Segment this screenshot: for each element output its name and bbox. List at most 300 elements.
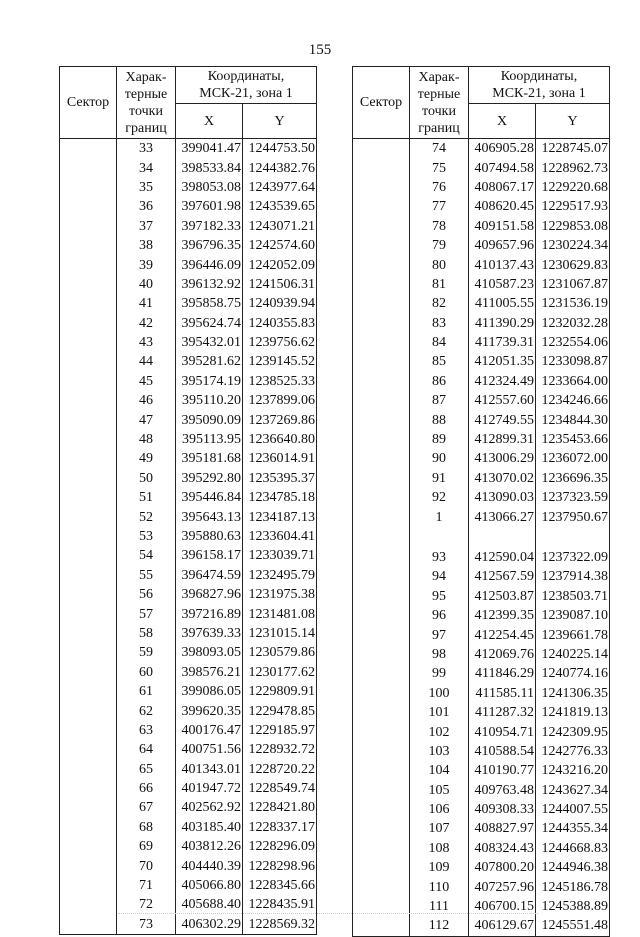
table-row <box>353 275 610 294</box>
table-row <box>353 567 610 586</box>
sector-cell <box>353 197 410 216</box>
point-cell: 34 <box>117 158 176 177</box>
table-row <box>60 139 317 159</box>
x-cell: 410137.43 <box>469 255 536 274</box>
table-row <box>60 798 317 817</box>
point-cell: 74 <box>410 139 469 159</box>
table-row <box>353 158 610 177</box>
x-cell: 412557.60 <box>469 391 536 410</box>
sector-cell <box>60 372 117 391</box>
y-cell: 1234187.13 <box>243 507 317 526</box>
table-row <box>60 507 317 526</box>
y-cell: 1244382.76 <box>243 158 317 177</box>
header-points <box>410 67 469 139</box>
x-cell: 398053.08 <box>176 178 243 197</box>
x-cell: 397216.89 <box>176 604 243 623</box>
table-row <box>60 856 317 875</box>
header-sector: Сектор <box>60 67 117 139</box>
y-cell: 1229220.68 <box>536 178 610 197</box>
y-cell: 1241819.13 <box>536 703 610 722</box>
x-cell: 398576.21 <box>176 663 243 682</box>
x-cell: 412567.59 <box>469 567 536 586</box>
point-cell: 81 <box>410 275 469 294</box>
sector-cell <box>60 197 117 216</box>
point-cell: 76 <box>410 178 469 197</box>
table-row <box>60 410 317 429</box>
x-cell: 412899.31 <box>469 430 536 449</box>
point-cell: 1 <box>410 507 469 526</box>
point-cell: 91 <box>410 469 469 488</box>
header-points-line2: терные <box>124 86 168 102</box>
sector-cell <box>60 449 117 468</box>
y-cell: 1245388.89 <box>536 897 610 916</box>
sector-cell <box>60 566 117 585</box>
x-cell: 396474.59 <box>176 566 243 585</box>
y-cell: 1237269.86 <box>243 410 317 429</box>
y-cell: 1229853.08 <box>536 217 610 236</box>
sector-cell <box>60 779 117 798</box>
table-row <box>353 372 610 391</box>
header-sector: Сектор <box>353 67 410 139</box>
table-row <box>60 604 317 623</box>
point-cell: 67 <box>117 798 176 817</box>
sector-cell <box>60 488 117 507</box>
x-cell: 397601.98 <box>176 197 243 216</box>
point-cell: 68 <box>117 818 176 837</box>
point-cell: 79 <box>410 236 469 255</box>
sector-cell <box>353 410 410 429</box>
y-cell <box>536 527 610 548</box>
point-cell: 43 <box>117 333 176 352</box>
table-row <box>60 255 317 274</box>
point-cell: 112 <box>410 916 469 936</box>
point-cell: 78 <box>410 217 469 236</box>
y-cell: 1241506.31 <box>243 275 317 294</box>
y-cell: 1229185.97 <box>243 721 317 740</box>
sector-cell <box>353 877 410 896</box>
table-row <box>353 664 610 683</box>
sector-cell <box>60 895 117 914</box>
x-cell: 395281.62 <box>176 352 243 371</box>
table-row <box>60 760 317 779</box>
point-cell: 98 <box>410 645 469 664</box>
table-row <box>353 527 610 548</box>
y-cell: 1231067.87 <box>536 275 610 294</box>
point-cell: 101 <box>410 703 469 722</box>
x-cell: 402562.92 <box>176 798 243 817</box>
header-x: X <box>176 104 243 139</box>
point-cell: 39 <box>117 255 176 274</box>
table-row <box>353 800 610 819</box>
point-cell: 86 <box>410 372 469 391</box>
sector-cell <box>60 837 117 856</box>
x-cell: 405688.40 <box>176 895 243 914</box>
x-cell: 409657.96 <box>469 236 536 255</box>
table-row <box>353 722 610 741</box>
x-cell: 399620.35 <box>176 701 243 720</box>
x-cell: 412503.87 <box>469 587 536 606</box>
header-coords-line2: МСК-21, зона 1 <box>199 86 293 101</box>
point-cell: 59 <box>117 643 176 662</box>
table-row <box>353 742 610 761</box>
point-cell: 90 <box>410 449 469 468</box>
sector-cell <box>60 275 117 294</box>
sector-cell <box>60 178 117 197</box>
sector-cell <box>353 800 410 819</box>
point-cell: 41 <box>117 294 176 313</box>
table-row <box>353 139 610 159</box>
table-row <box>353 703 610 722</box>
table-row <box>60 236 317 255</box>
header-points-line4: границ <box>418 120 460 136</box>
sector-cell <box>60 507 117 526</box>
point-cell: 55 <box>117 566 176 585</box>
sector-cell <box>60 915 117 935</box>
point-cell: 102 <box>410 722 469 741</box>
point-cell: 70 <box>117 856 176 875</box>
y-cell: 1231975.38 <box>243 585 317 604</box>
sector-cell <box>353 352 410 371</box>
x-cell: 396132.92 <box>176 275 243 294</box>
sector-cell <box>353 217 410 236</box>
table-row <box>353 352 610 371</box>
point-cell: 97 <box>410 625 469 644</box>
x-cell: 395292.80 <box>176 469 243 488</box>
y-cell: 1242309.95 <box>536 722 610 741</box>
point-cell: 109 <box>410 858 469 877</box>
y-cell: 1228298.96 <box>243 856 317 875</box>
y-cell: 1229517.93 <box>536 197 610 216</box>
point-cell: 57 <box>117 604 176 623</box>
sector-cell <box>353 645 410 664</box>
y-cell: 1234785.18 <box>243 488 317 507</box>
point-cell: 99 <box>410 664 469 683</box>
table-row <box>60 779 317 798</box>
sector-cell <box>353 333 410 352</box>
y-cell: 1228337.17 <box>243 818 317 837</box>
point-cell: 85 <box>410 352 469 371</box>
header-points <box>117 67 176 139</box>
y-cell: 1228745.07 <box>536 139 610 159</box>
header-coords-line1: Координаты, <box>207 69 285 84</box>
sector-cell <box>353 664 410 683</box>
y-cell: 1237899.06 <box>243 391 317 410</box>
y-cell: 1237322.09 <box>536 548 610 567</box>
x-cell: 395880.63 <box>176 527 243 546</box>
x-cell: 410588.54 <box>469 742 536 761</box>
sector-cell <box>60 294 117 313</box>
x-cell: 413006.29 <box>469 449 536 468</box>
sector-cell <box>353 469 410 488</box>
sector-cell <box>60 352 117 371</box>
table-row <box>60 663 317 682</box>
y-cell: 1242574.60 <box>243 236 317 255</box>
y-cell: 1228569.32 <box>243 915 317 935</box>
x-cell: 409151.58 <box>469 217 536 236</box>
x-cell: 396158.17 <box>176 546 243 565</box>
sector-cell <box>60 701 117 720</box>
table-row <box>60 585 317 604</box>
y-cell: 1243216.20 <box>536 761 610 780</box>
table-row <box>60 217 317 236</box>
x-cell: 397639.33 <box>176 624 243 643</box>
x-cell: 398533.84 <box>176 158 243 177</box>
x-cell: 406905.28 <box>469 139 536 159</box>
y-cell: 1228296.09 <box>243 837 317 856</box>
y-cell: 1228345.66 <box>243 876 317 895</box>
x-cell: 412254.45 <box>469 625 536 644</box>
sector-cell <box>353 488 410 507</box>
sector-cell <box>60 643 117 662</box>
y-cell: 1228962.73 <box>536 158 610 177</box>
point-cell: 73 <box>117 915 176 935</box>
x-cell: 403185.40 <box>176 818 243 837</box>
sector-cell <box>353 781 410 800</box>
y-cell: 1228932.72 <box>243 740 317 759</box>
table-row <box>353 449 610 468</box>
x-cell: 401947.72 <box>176 779 243 798</box>
point-cell: 62 <box>117 701 176 720</box>
table-row <box>353 606 610 625</box>
point-cell: 83 <box>410 314 469 333</box>
table-row <box>353 410 610 429</box>
x-cell: 401343.01 <box>176 760 243 779</box>
x-cell: 411846.29 <box>469 664 536 683</box>
y-cell: 1244668.83 <box>536 839 610 858</box>
y-cell: 1234844.30 <box>536 410 610 429</box>
table-row <box>60 566 317 585</box>
point-cell: 63 <box>117 721 176 740</box>
header-points-line3: точки <box>129 103 163 119</box>
point-cell: 51 <box>117 488 176 507</box>
x-cell: 411739.31 <box>469 333 536 352</box>
point-cell <box>410 527 469 548</box>
table-row <box>353 430 610 449</box>
point-cell: 35 <box>117 178 176 197</box>
y-cell: 1240355.83 <box>243 314 317 333</box>
header-points-line2: терные <box>417 86 461 102</box>
table-row <box>353 625 610 644</box>
x-cell: 411287.32 <box>469 703 536 722</box>
sector-cell <box>60 856 117 875</box>
sector-cell <box>60 876 117 895</box>
table-row <box>353 197 610 216</box>
point-cell: 44 <box>117 352 176 371</box>
table-row <box>353 507 610 526</box>
point-cell: 110 <box>410 877 469 896</box>
x-cell: 412324.49 <box>469 372 536 391</box>
sector-cell <box>353 567 410 586</box>
sector-cell <box>60 391 117 410</box>
table-row <box>353 645 610 664</box>
y-cell: 1242776.33 <box>536 742 610 761</box>
sector-cell <box>60 585 117 604</box>
sector-cell <box>60 721 117 740</box>
y-cell: 1230224.34 <box>536 236 610 255</box>
point-cell: 104 <box>410 761 469 780</box>
point-cell: 111 <box>410 897 469 916</box>
point-cell: 96 <box>410 606 469 625</box>
x-cell: 412069.76 <box>469 645 536 664</box>
table-row <box>60 314 317 333</box>
sector-cell <box>353 158 410 177</box>
sector-cell <box>60 236 117 255</box>
sector-cell <box>60 798 117 817</box>
x-cell <box>469 527 536 548</box>
point-cell: 50 <box>117 469 176 488</box>
x-cell: 408620.45 <box>469 197 536 216</box>
table-row <box>60 275 317 294</box>
sector-cell <box>353 178 410 197</box>
y-cell: 1235395.37 <box>243 469 317 488</box>
x-cell: 412749.55 <box>469 410 536 429</box>
point-cell: 64 <box>117 740 176 759</box>
x-cell: 395624.74 <box>176 314 243 333</box>
point-cell: 38 <box>117 236 176 255</box>
point-cell: 92 <box>410 488 469 507</box>
table-row <box>353 217 610 236</box>
point-cell: 58 <box>117 624 176 643</box>
x-cell: 412590.04 <box>469 548 536 567</box>
sector-cell <box>60 314 117 333</box>
point-cell: 71 <box>117 876 176 895</box>
point-cell: 53 <box>117 527 176 546</box>
table-row <box>353 488 610 507</box>
point-cell: 100 <box>410 684 469 703</box>
x-cell: 406302.29 <box>176 915 243 935</box>
table-row <box>353 548 610 567</box>
point-cell: 60 <box>117 663 176 682</box>
y-cell: 1238525.33 <box>243 372 317 391</box>
header-coordinates <box>176 67 317 104</box>
y-cell: 1231015.14 <box>243 624 317 643</box>
table-row <box>60 469 317 488</box>
x-cell: 413090.03 <box>469 488 536 507</box>
y-cell: 1234246.66 <box>536 391 610 410</box>
x-cell: 410954.71 <box>469 722 536 741</box>
point-cell: 89 <box>410 430 469 449</box>
point-cell: 42 <box>117 314 176 333</box>
x-cell: 395181.68 <box>176 449 243 468</box>
point-cell: 106 <box>410 800 469 819</box>
y-cell: 1230177.62 <box>243 663 317 682</box>
table-row <box>353 761 610 780</box>
point-cell: 108 <box>410 839 469 858</box>
table-row <box>353 819 610 838</box>
table-row <box>353 236 610 255</box>
y-cell: 1241306.35 <box>536 684 610 703</box>
y-cell: 1228435.91 <box>243 895 317 914</box>
point-cell: 37 <box>117 217 176 236</box>
table-row <box>60 915 317 935</box>
table-row <box>353 255 610 274</box>
x-cell: 395446.84 <box>176 488 243 507</box>
table-row <box>60 449 317 468</box>
sector-cell <box>353 430 410 449</box>
x-cell: 413066.27 <box>469 507 536 526</box>
y-cell: 1244355.34 <box>536 819 610 838</box>
point-cell: 94 <box>410 567 469 586</box>
header-points-line3: точки <box>422 103 456 119</box>
y-cell: 1239145.52 <box>243 352 317 371</box>
point-cell: 69 <box>117 837 176 856</box>
point-cell: 48 <box>117 430 176 449</box>
x-cell: 404440.39 <box>176 856 243 875</box>
x-cell: 398093.05 <box>176 643 243 662</box>
y-cell: 1231536.19 <box>536 294 610 313</box>
table-row <box>353 178 610 197</box>
point-cell: 40 <box>117 275 176 294</box>
sector-cell <box>60 527 117 546</box>
point-cell: 75 <box>410 158 469 177</box>
point-cell: 33 <box>117 139 176 159</box>
x-cell: 411390.29 <box>469 314 536 333</box>
coordinates-table-right <box>352 66 610 937</box>
y-cell: 1233604.41 <box>243 527 317 546</box>
sector-cell <box>60 663 117 682</box>
table-row <box>60 333 317 352</box>
x-cell: 395113.95 <box>176 430 243 449</box>
table-row <box>60 197 317 216</box>
sector-cell <box>353 275 410 294</box>
table-row <box>60 488 317 507</box>
header-points-line1: Харак- <box>418 69 460 85</box>
y-cell: 1236014.91 <box>243 449 317 468</box>
table-row <box>353 587 610 606</box>
point-cell: 105 <box>410 781 469 800</box>
x-cell: 403812.26 <box>176 837 243 856</box>
table-row <box>353 916 610 936</box>
table-row <box>353 469 610 488</box>
table-row <box>353 391 610 410</box>
sector-cell <box>353 236 410 255</box>
x-cell: 395110.20 <box>176 391 243 410</box>
x-cell: 410587.23 <box>469 275 536 294</box>
table-row <box>60 178 317 197</box>
sector-cell <box>60 624 117 643</box>
point-cell: 49 <box>117 449 176 468</box>
point-cell: 72 <box>117 895 176 914</box>
x-cell: 395174.19 <box>176 372 243 391</box>
y-cell: 1237914.38 <box>536 567 610 586</box>
sector-cell <box>353 527 410 548</box>
sector-cell <box>60 410 117 429</box>
point-cell: 65 <box>117 760 176 779</box>
point-cell: 54 <box>117 546 176 565</box>
table-row <box>60 352 317 371</box>
sector-cell <box>353 606 410 625</box>
y-cell: 1243627.34 <box>536 781 610 800</box>
sector-cell <box>353 761 410 780</box>
sector-cell <box>60 255 117 274</box>
point-cell: 80 <box>410 255 469 274</box>
sector-cell <box>60 682 117 701</box>
sector-cell <box>60 818 117 837</box>
y-cell: 1232554.06 <box>536 333 610 352</box>
sector-cell <box>353 391 410 410</box>
point-cell: 107 <box>410 819 469 838</box>
x-cell: 399086.05 <box>176 682 243 701</box>
sector-cell <box>353 722 410 741</box>
x-cell: 399041.47 <box>176 139 243 159</box>
point-cell: 61 <box>117 682 176 701</box>
table-row <box>353 877 610 896</box>
sector-cell <box>60 139 117 159</box>
y-cell: 1229809.91 <box>243 682 317 701</box>
y-cell: 1244753.50 <box>243 139 317 159</box>
point-cell: 82 <box>410 294 469 313</box>
y-cell: 1244007.55 <box>536 800 610 819</box>
